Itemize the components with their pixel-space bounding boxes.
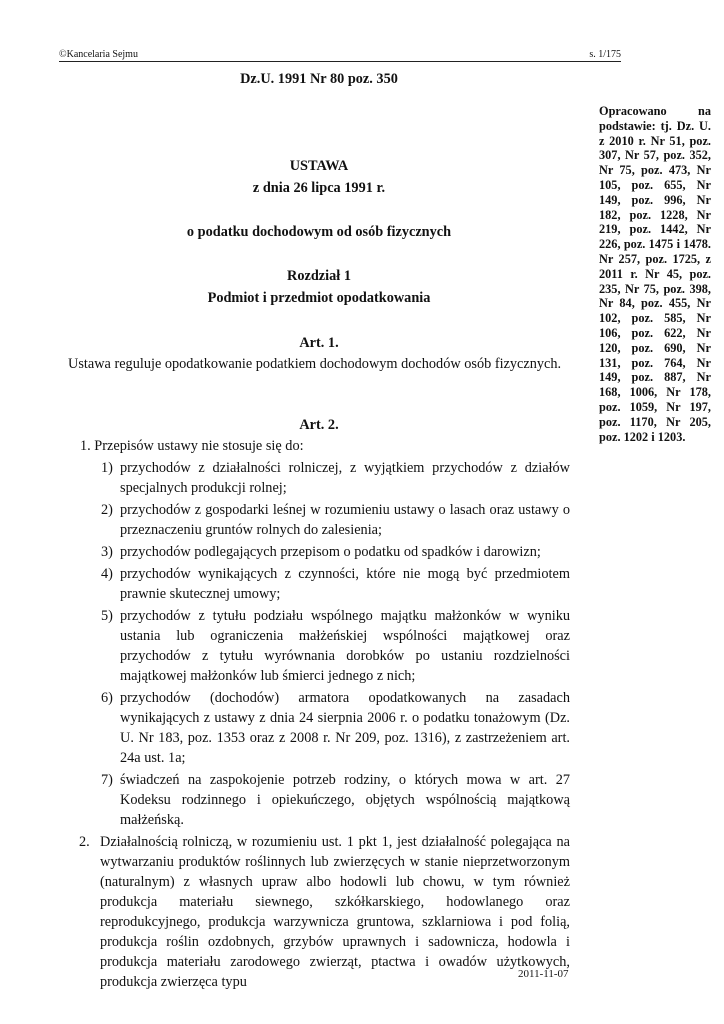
- list-item: [68, 606, 570, 686]
- side-note: Opracowano na podstawie: tj. Dz. U. z 2010 r. Nr 51, poz. 307, Nr 57, poz. 352, Nr 75, poz. 473, Nr 105, poz. 655, Nr 149, poz. 996, Nr 182, poz. 1228, Nr 219, poz. 1442, Nr 226, poz. 1475 i 1478. Nr 257, poz. 1725, z 2011 r. Nr 45, poz. 235, Nr 75, poz. 398, Nr 84, poz. 455, Nr 102, poz. 585, Nr 106, poz. 622, Nr 120, poz. 690, Nr 131, poz. 764, Nr 149, poz. 887, Nr 168, 1006, Nr 178, poz. 1059, Nr 197, poz. 1170, Nr 205, poz. 1202 i 1203.: [599, 104, 711, 444]
- list-item: [68, 500, 570, 540]
- list-item-number: 6): [101, 690, 113, 706]
- list-item: [68, 458, 570, 498]
- list-item-number: 2): [101, 502, 113, 518]
- art2-heading: Art. 2.: [299, 417, 339, 433]
- list-item-text: przychodów z działalności rolniczej, z wyjątkiem przychodów z działów specjalnych produkcji rolnej;: [120, 460, 570, 496]
- art1-text: Ustawa reguluje opodatkowanie podatkiem dochodowym dochodów osób fizycznych.: [68, 356, 562, 372]
- list-item: [68, 688, 570, 768]
- art1-heading: Art. 1.: [299, 335, 339, 351]
- art2-para2-number: 2.: [79, 834, 90, 850]
- list-item: [68, 770, 570, 830]
- journal-reference: Dz.U. 1991 Nr 80 poz. 350: [240, 71, 398, 87]
- list-item-number: 3): [101, 544, 113, 560]
- art2-para2: [68, 832, 570, 992]
- list-item-number: 4): [101, 566, 113, 582]
- list-item-text: przychodów z tytułu podziału wspólnego majątku małżonków w wyniku ustania lub ograniczenia małżeńskiej wspólności majątkowej oraz przychodów z tytułu wyrównania dorobków po ustaniu rozdzielności majątkowej małżonków lub śmierci jednego z nich;: [120, 608, 570, 684]
- list-item-number: 5): [101, 608, 113, 624]
- list-item-number: 7): [101, 772, 113, 788]
- footer-date: 2011-11-07: [518, 968, 569, 980]
- list-item-text: przychodów (dochodów) armatora opodatkowanych na zasadach wynikających z ustawy z dnia 24 sierpnia 2006 r. o podatku tonażowym (Dz. U. Nr 183, poz. 1353 oraz z 2008 r. Nr 209, poz. 1316), z zastrzeżeniem art. 24a ust. 1a;: [120, 690, 570, 766]
- act-date: z dnia 26 lipca 1991 r.: [252, 180, 386, 196]
- list-item-text: przychodów wynikających z czynności, które nie mogą być przedmiotem prawnie skutecznej umowy;: [120, 566, 570, 602]
- art2-body: [68, 436, 570, 992]
- act-type: USTAWA: [289, 158, 349, 174]
- list-item-text: świadczeń na zaspokojenie potrzeb rodziny, o których mowa w art. 27 Kodeksu rodzinnego i opiekuńczego, objętych wspólnością majątkową małżeńską.: [120, 772, 570, 828]
- art2-para2-text: Działalnością rolniczą, w rozumieniu ust. 1 pkt 1, jest działalność polegająca na wytwarzaniu produktów roślinnych lub zwierzęcych w stanie nieprzetworzonym (naturalnym) z własnych upraw albo hodowli lub chowu, w tym również produkcja materiału siewnego, szkółkarskiego, hodowlanego oraz reprodukcyjnego, produkcja warzywnicza gruntowa, szklarniowa i pod folią, produkcja roślin ozdobnych, grzybów uprawnych i sadownicza, hodowla i produkcja materiału zarodowego zwierząt, ptactwa i owadów użytkowych, produkcja zwierzęca typu: [100, 834, 570, 990]
- header-publisher: ©Kancelaria Sejmu: [59, 49, 138, 60]
- list-item-text: przychodów z gospodarki leśnej w rozumieniu ustawy o lasach oraz ustawy o przeznaczeniu gruntów rolnych do zalesienia;: [120, 502, 570, 538]
- act-subject: o podatku dochodowym od osób fizycznych: [186, 224, 452, 240]
- list-item: [68, 564, 570, 604]
- list-item: [68, 542, 570, 562]
- header-rule: [59, 61, 621, 62]
- art2-para1-intro: 1. Przepisów ustawy nie stosuje się do:: [80, 438, 304, 454]
- chapter-number: Rozdział 1: [287, 268, 351, 284]
- header-page-number: s. 1/175: [589, 49, 621, 60]
- list-item-text: przychodów podlegających przepisom o podatku od spadków i darowizn;: [120, 544, 541, 560]
- chapter-title: Podmiot i przedmiot opodatkowania: [207, 290, 431, 306]
- list-item-number: 1): [101, 460, 113, 476]
